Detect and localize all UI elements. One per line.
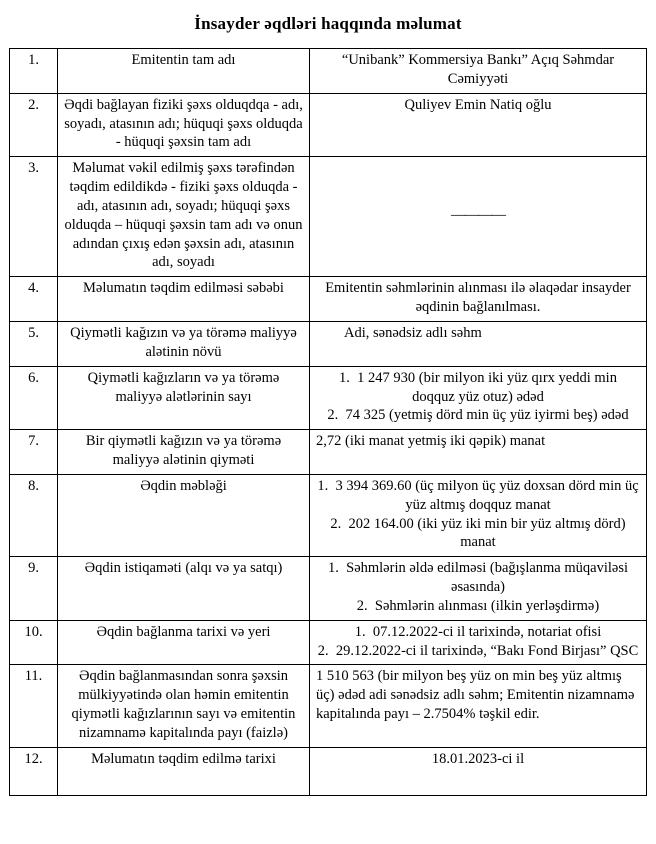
- row-number-cell: 8.: [10, 474, 58, 556]
- table-row: [10, 665, 647, 747]
- row-number-cell: 7.: [10, 430, 58, 475]
- row-label-cell: Məlumatın təqdim edilmə tarixi: [58, 747, 310, 795]
- row-label-cell: Məlumat vəkil edilmiş şəxs tərəfindən təqdim edildikdə - fiziki şəxs olduqda - adı, atasının adı, soyadı; hüquqi şəxs olduqda – hüquqi şəxsin tam adı və onun adından çıxış edən şəxsin adı, atasının adı, soyadı: [58, 157, 310, 277]
- value-list-item: 1. 07.12.2022-ci il tarixində, notariat ofisi: [354, 623, 602, 640]
- row-label-cell: Qiymətli kağızın və ya törəmə maliyyə alətinin növü: [58, 321, 310, 366]
- document-page: [0, 14, 656, 796]
- table-row: [10, 474, 647, 556]
- row-number-cell: 4.: [10, 277, 58, 322]
- value-list-item: 1. Səhmlərin əldə edilməsi (bağışlanma müqaviləsi əsasında): [328, 560, 628, 596]
- table-row: [10, 747, 647, 795]
- row-label-cell: Emitentin tam adı: [58, 49, 310, 94]
- row-value-cell: [310, 620, 647, 665]
- table-row: [10, 277, 647, 322]
- table-row: [10, 321, 647, 366]
- row-number-cell: 3.: [10, 157, 58, 277]
- row-label-cell: Əqdin məbləği: [58, 474, 310, 556]
- value-list-item: 2. Səhmlərin alınması (ilkin yerləşdirmə): [356, 597, 600, 614]
- row-value-cell: 2,72 (iki manat yetmiş iki qəpik) manat: [310, 430, 647, 475]
- value-list-item: 1. 3 394 369.60 (üç milyon üç yüz doxsan dörd min üç yüz altmış doqquz manat: [317, 477, 639, 513]
- row-number-cell: 5.: [10, 321, 58, 366]
- table-row: [10, 93, 647, 157]
- value-list-item: 2. 74 325 (yetmiş dörd min üç yüz iyirmi beş) ədəd: [327, 407, 629, 424]
- row-number-cell: 11.: [10, 665, 58, 747]
- row-number-cell: 2.: [10, 93, 58, 157]
- row-label-cell: Bir qiymətli kağızın və ya törəmə maliyyə alətinin qiyməti: [58, 430, 310, 475]
- row-number-cell: 1.: [10, 49, 58, 94]
- row-label-cell: Əqdin istiqaməti (alqı və ya satqı): [58, 557, 310, 621]
- value-list-item: 1. 1 247 930 (bir milyon iki yüz qırx yeddi min doqquz yüz otuz) ədəd: [339, 369, 617, 405]
- value-list-item: 2. 202 164.00 (iki yüz iki min bir yüz altmış dörd) manat: [330, 515, 626, 551]
- row-value-cell: 1 510 563 (bir milyon beş yüz on min beş yüz altmış üç) ədəd adi sənədsiz adlı səhm; Emitentin nizamnamə kapitalında payı – 2.7504% təşkil edir.: [310, 665, 647, 747]
- row-value-cell: [310, 557, 647, 621]
- table-row: [10, 557, 647, 621]
- row-number-cell: 6.: [10, 366, 58, 430]
- row-value-cell: [310, 474, 647, 556]
- row-value-cell: Quliyev Emin Natiq oğlu: [310, 93, 647, 157]
- row-number-cell: 10.: [10, 620, 58, 665]
- row-value-cell: Emitentin səhmlərinin alınması ilə əlaqədar insayder əqdinin bağlanılması.: [310, 277, 647, 322]
- table-row: [10, 620, 647, 665]
- insider-info-table: [9, 48, 647, 796]
- row-value-cell: ————: [310, 157, 647, 277]
- row-number-cell: 9.: [10, 557, 58, 621]
- row-label-cell: Əqdin bağlanmasından sonra şəxsin mülkiyyətində olan həmin emitentin qiymətli kağızlarının sayı və emitentin nizamnamə kapitalında payı (faizlə): [58, 665, 310, 747]
- row-label-cell: Əqdi bağlayan fiziki şəxs olduqdqa - adı, soyadı, atasının adı; hüquqi şəxs olduqda - hüquqi şəxsin tam adı: [58, 93, 310, 157]
- row-number-cell: 12.: [10, 747, 58, 795]
- row-value-cell: Adi, sənədsiz adlı səhm: [310, 321, 647, 366]
- table-row: [10, 49, 647, 94]
- table-row: [10, 430, 647, 475]
- row-label-cell: Məlumatın təqdim edilməsi səbəbi: [58, 277, 310, 322]
- row-label-cell: Qiymətli kağızların və ya törəmə maliyyə alətlərinin sayı: [58, 366, 310, 430]
- document-title: İnsayder əqdləri haqqında məlumat: [194, 14, 462, 33]
- row-value-cell: [310, 366, 647, 430]
- value-list-item: 2. 29.12.2022-ci il tarixində, “Bakı Fond Birjası” QSC: [317, 642, 639, 659]
- row-value-cell: “Unibank” Kommersiya Bankı” Açıq Səhmdar Cəmiyyəti: [310, 49, 647, 94]
- table-row: [10, 157, 647, 277]
- info-table-body: [10, 49, 647, 796]
- table-row: [10, 366, 647, 430]
- row-label-cell: Əqdin bağlanma tarixi və yeri: [58, 620, 310, 665]
- row-value-cell: 18.01.2023-ci il: [310, 747, 647, 795]
